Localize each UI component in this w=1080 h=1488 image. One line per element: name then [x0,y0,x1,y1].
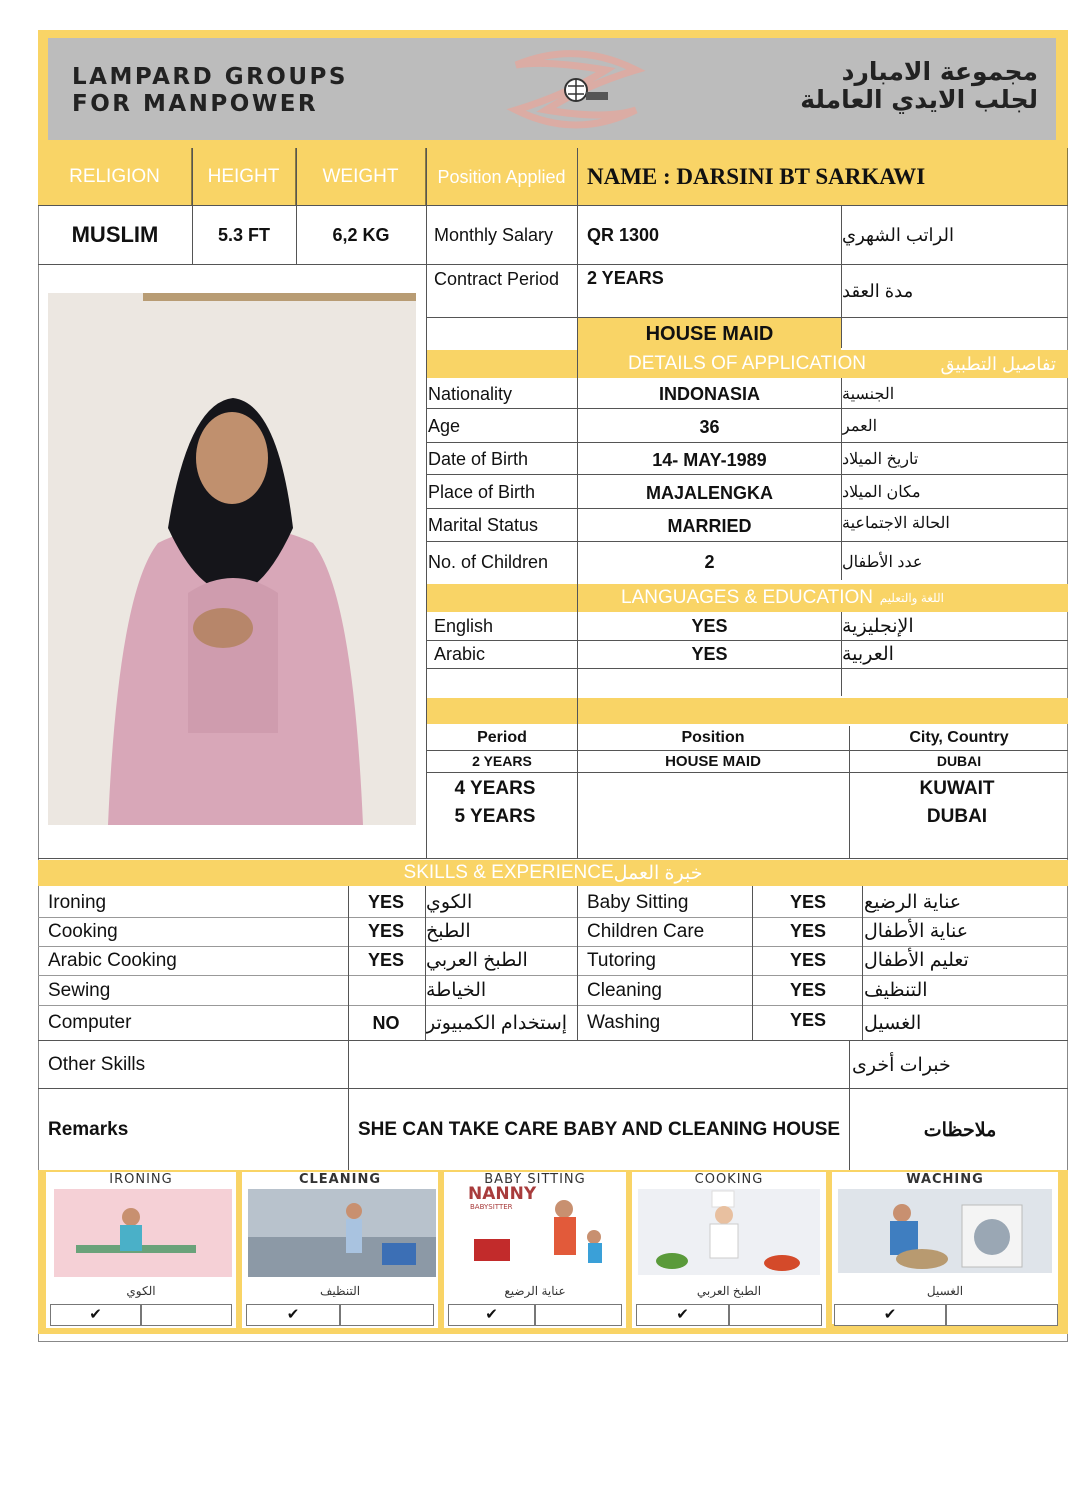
skill-cleaning-ar: التنظيف [864,980,928,1001]
thumb-ironing-ar: الكوي [126,1284,156,1298]
salary-value: QR 1300 [587,224,660,245]
thumb-ironing [46,1172,236,1328]
grid-line [426,750,1068,751]
skill-arabic-cooking-label: Arabic Cooking [48,949,177,971]
age-label: Age [428,415,461,436]
applicant-name: NAME : DARSINI BT SARKAWI [578,148,1068,206]
skill-arabic-cooking-value: YES [367,950,405,970]
grid-line [426,772,1068,773]
position-applied-header: Position Applied [426,148,578,206]
grid-line [426,408,1068,409]
grid-line [38,946,1068,947]
experience-band [426,698,1068,724]
checkbox-empty [946,1304,1058,1326]
company-logo [486,50,666,130]
skill-computer-label: Computer [48,1012,132,1033]
skill-washing-ar: الغسيل [864,1012,922,1034]
thumb-baby-sitting [444,1172,626,1328]
grid-line [38,975,1068,976]
skills-band [38,860,1068,886]
skill-children-care-value: YES [789,921,827,941]
company-name-ar-line1: مجموعة الامبارد [841,57,1038,86]
grid-line [192,148,193,264]
remarks-value: SHE CAN TAKE CARE BABY AND CLEANING HOUSE [358,1119,841,1140]
dob-label: Date of Birth [428,448,529,469]
skill-cleaning-label: Cleaning [587,979,662,1001]
applicant-photo [48,293,416,825]
religion-header: RELIGION [38,148,192,206]
thumb-cooking [632,1172,826,1328]
other-skills-label: Other Skills [48,1054,146,1075]
checkbox-empty [141,1304,232,1326]
thumb-baby-sitting-title: BABY SITTING [484,1172,586,1187]
arabic-label-ar: العربية [842,643,894,665]
thumb-baby-sitting-ar: عناية الرضيع [504,1284,566,1298]
grid-line [38,1088,1068,1089]
skill-arabic-cooking-ar: الطبخ العربي [426,950,528,971]
thumb-washing [832,1172,1058,1324]
age-label-ar: العمر [842,418,878,435]
company-name-en-line1: LAMPARD GROUPS [72,64,348,90]
nanny-text: NANNY [468,1184,537,1204]
salary-label-ar: الراتب الشهري [842,224,954,245]
dob-value: 14- MAY-1989 [652,449,767,470]
skill-cooking-ar: الطبخ [426,921,471,942]
checkbox-empty [729,1304,822,1326]
grid-line [841,612,842,696]
grid-line [426,541,1068,542]
thumb-washing-ar: الغسيل [926,1284,964,1298]
skill-computer-value: NO [372,1012,400,1033]
skill-washing-label: Washing [587,1012,661,1033]
skill-sewing-label: Sewing [48,979,111,1001]
skill-washing-value: YES [789,1009,827,1030]
exp-row2-city: KUWAIT [919,778,995,799]
grid-line [577,886,578,1040]
grid-line [841,378,842,580]
skill-tutoring-label: Tutoring [587,949,656,971]
grid-line [38,858,1068,859]
nationality-value: INDONASIA [658,383,760,404]
skill-tutoring-ar: تعليم الأطفال [864,950,969,971]
height-value: 5.3 FT [217,224,270,245]
grid-line [426,508,1068,509]
checkbox-empty [535,1304,622,1326]
skill-computer-ar: إستخدام الكمبيوتر [426,1012,568,1034]
thumb-cooking-ar: الطبخ العربي [696,1284,762,1298]
grid-line [426,640,1068,641]
grid-line [296,148,297,264]
children-value: 2 [704,551,715,572]
children-label: No. of Children [428,551,549,572]
checkbox-cooking: ✔ [636,1304,729,1326]
english-label: English [434,615,494,636]
skill-sewing-ar: الخياطة [426,980,487,1001]
contract-period-label: Contract Period [434,269,560,289]
age-value: 36 [699,416,720,437]
exp-row2-period: 4 YEARS [454,778,536,799]
skill-tutoring-value: YES [789,950,827,970]
languages-band [426,584,1068,612]
exp-row1-position: HOUSE MAID [665,752,761,770]
english-label-ar: الإنجليزية [842,615,914,637]
details-title: DETAILS OF APPLICATION [628,353,866,374]
salary-label: Monthly Salary [434,224,554,245]
skill-baby-sitting-value: YES [789,892,827,912]
exp-row3-period: 5 YEARS [454,806,536,827]
checkbox-baby-sitting: ✔ [448,1304,535,1326]
skill-baby-sitting-label: Baby Sitting [587,891,689,913]
weight-header: WEIGHT [296,148,426,206]
checkbox-ironing: ✔ [50,1304,141,1326]
languages-title-ar: اللغة والتعليم [879,591,944,605]
thumb-cleaning [242,1172,438,1328]
remarks-label-ar: ملاحظات [923,1119,997,1141]
thumb-cooking-title: COOKING [694,1172,764,1187]
remarks-label: Remarks [48,1119,129,1140]
grid-line [849,726,850,858]
grid-line [426,317,1068,318]
grid-line [426,668,1068,669]
grid-line [752,886,753,1040]
washing-image [832,1187,1058,1279]
details-title-ar: تفاصيل التطبيق [940,354,1056,374]
grid-line [849,1040,850,1170]
grid-line [426,442,1068,443]
children-label-ar: عدد الأطفال [842,554,923,571]
grid-line [841,206,842,348]
skill-children-care-ar: عناية الأطفال [864,921,969,942]
arabic-label: Arabic [434,643,486,664]
checkbox-empty [340,1304,434,1326]
grid-line [577,148,578,858]
exp-row1-city: DUBAI [936,753,982,769]
cooking-image [632,1187,826,1279]
position-value: HOUSE MAID [578,318,841,350]
contract-period-label-ar: مدة العقد [842,280,914,301]
grid-line [426,474,1068,475]
exp-city-header: City, Country [909,729,1009,746]
grid-line [38,1005,1068,1006]
marital-status-value: MARRIED [667,515,752,536]
skill-sewing-value [348,976,424,1005]
other-skills-label-ar: خبرات أخرى [852,1054,951,1076]
grid-line [38,917,1068,918]
nationality-label-ar: الجنسية [842,386,895,403]
exp-row1-period: 2 YEARS [472,753,532,769]
skills-title-ar: خبرة العمل [613,862,703,884]
exp-period-header: Period [477,729,527,746]
marital-status-label: Marital Status [428,514,539,535]
pob-value: MAJALENGKA [645,482,773,503]
thumb-ironing-title: IRONING [109,1172,173,1187]
checkbox-washing: ✔ [834,1304,946,1326]
skills-title: SKILLS & EXPERIENCE [403,862,614,883]
grid-line [426,148,427,858]
languages-title: LANGUAGES & EDUCATION [621,587,873,608]
cleaning-image [242,1187,438,1279]
thumb-washing-title: WACHING [906,1172,984,1187]
contract-period-value: 2 YEARS [587,268,664,288]
skill-children-care-label: Children Care [587,920,705,942]
height-header: HEIGHT [192,148,296,206]
ironing-image [46,1187,236,1279]
grid-line [38,1040,1068,1041]
skill-ironing-ar: الكوي [426,892,473,913]
religion-value: MUSLIM [71,222,159,247]
nationality-label: Nationality [428,383,513,404]
checkbox-cleaning: ✔ [246,1304,340,1326]
grid-line [348,886,349,1170]
babysitter-text: BABYSITTER [470,1203,513,1211]
skill-ironing-value: YES [367,892,405,912]
company-name-en-line2: FOR MANPOWER [72,91,319,117]
exp-position-header: Position [681,729,745,746]
thumb-cleaning-title: CLEANING [298,1172,382,1187]
skill-cooking-value: YES [367,921,405,941]
skill-baby-sitting-ar: عناية الرضيع [864,892,962,913]
arabic-value: YES [691,643,728,664]
pob-label: Place of Birth [428,481,536,502]
skill-ironing-label: Ironing [48,891,107,913]
company-name-en [72,64,472,118]
marital-status-label-ar: الحالة الاجتماعية [842,515,950,532]
exp-row3-city: DUBAI [926,806,988,827]
grid-line [425,886,426,1040]
grid-line [38,264,1068,265]
company-name-ar-line2: لجلب الايدي العاملة [800,85,1038,114]
thumb-cleaning-ar: التنظيف [319,1284,361,1298]
weight-value: 6,2 KG [332,224,390,245]
company-name-ar [720,58,1038,114]
skill-cooking-label: Cooking [48,920,118,942]
pob-label-ar: مكان الميلاد [842,484,921,501]
grid-line [862,886,863,1040]
dob-label-ar: تاريخ الميلاد [842,451,919,468]
english-value: YES [691,615,728,636]
skill-cleaning-value: YES [789,980,827,1000]
